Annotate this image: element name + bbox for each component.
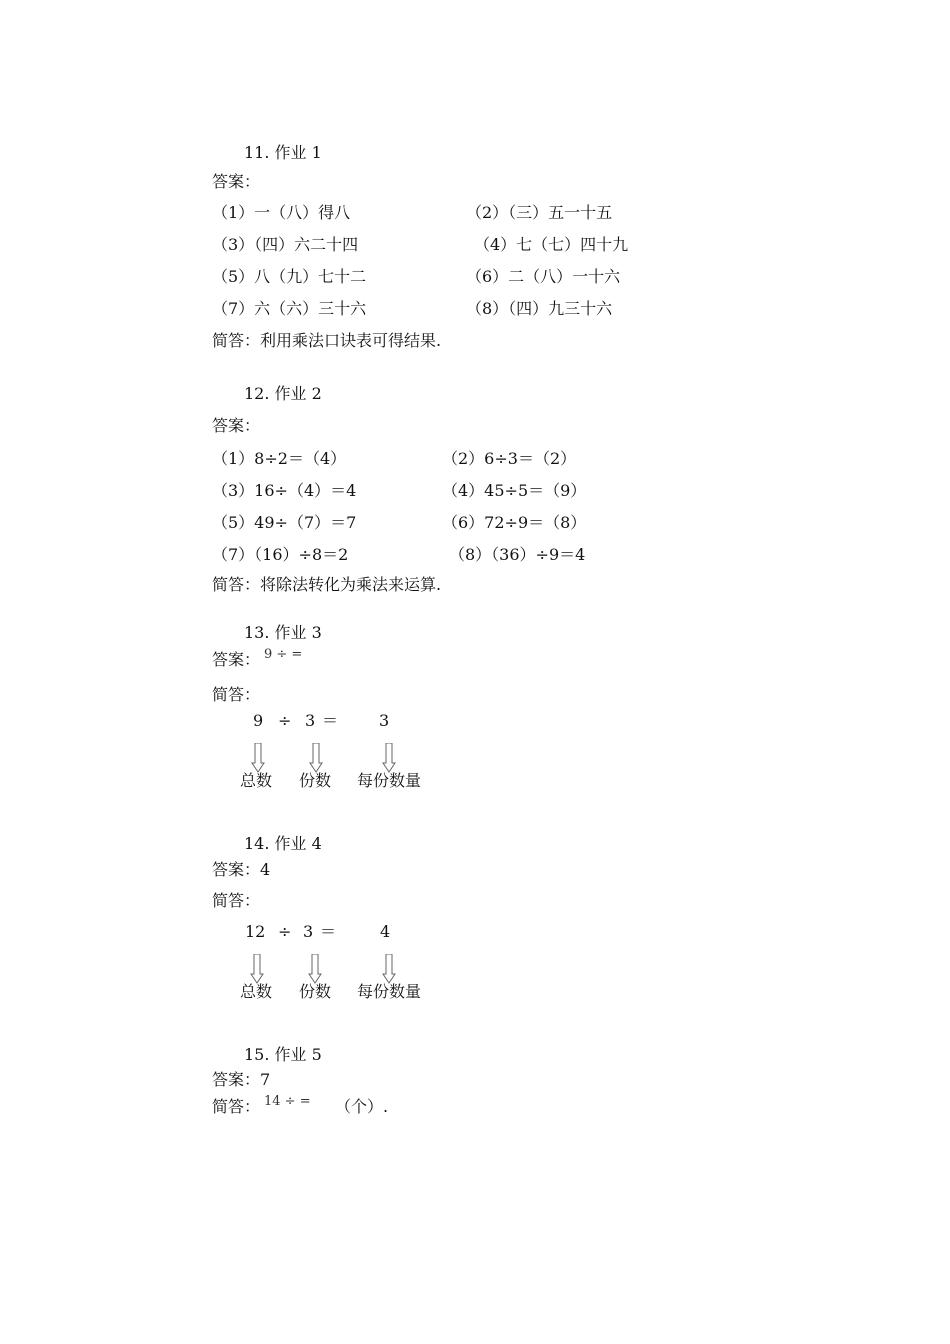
q15-title: 15. 作业 5 (244, 1045, 322, 1064)
q14-eq-quotient: 4 (380, 922, 391, 941)
q14-eq-divide: ÷ (278, 922, 292, 941)
q12-item-4: （4）45÷5＝（9） (442, 481, 587, 500)
down-arrow-icon (250, 954, 264, 984)
q13-eq-dividend: 9 (253, 711, 264, 730)
q12-brief: 简答：将除法转化为乘法来运算. (212, 575, 442, 594)
q11-item-6: （6）二（八）一十六 (466, 267, 621, 286)
q13-eq-quotient: 3 (379, 711, 390, 730)
q15-brief-expr: 14 ÷ = (264, 1094, 311, 1109)
q14-label-parts: 份数 (299, 982, 332, 1001)
q14-label-per-part: 每份数量 (357, 982, 422, 1001)
q14-answer: 答案：4 (212, 860, 271, 879)
q13-answer-expr: 9 ÷ = (264, 647, 303, 662)
q14-brief-label: 简答： (212, 891, 261, 910)
q14-eq-equals: ＝ (320, 922, 337, 941)
q12-item-8: （8）（36）÷9＝4 (449, 545, 586, 564)
q15-brief-unit: （个）. (335, 1097, 389, 1116)
q11-item-5: （5）八（九）七十二 (212, 267, 367, 286)
q11-item-8: （8）（四）九三十六 (466, 299, 613, 318)
down-arrow-icon (308, 954, 322, 984)
down-arrow-icon (251, 743, 265, 773)
q11-item-7: （7）六（六）三十六 (212, 299, 367, 318)
q12-item-5: （5）49÷（7）＝7 (212, 513, 357, 532)
q12-title: 12. 作业 2 (244, 384, 322, 403)
down-arrow-icon (309, 743, 323, 773)
q13-brief-label: 简答： (212, 685, 261, 704)
q12-item-3: （3）16÷（4）＝4 (212, 481, 357, 500)
q13-eq-divide: ÷ (278, 711, 292, 730)
q13-eq-equals: ＝ (322, 711, 339, 730)
q14-title: 14. 作业 4 (244, 834, 322, 853)
q12-item-7: （7）（16）÷8＝2 (212, 545, 349, 564)
q14-eq-dividend: 12 (245, 922, 266, 941)
q11-item-4: （4）七（七）四十九 (474, 235, 629, 254)
q14-label-total: 总数 (240, 982, 273, 1001)
q13-answer-label: 答案： (212, 650, 261, 669)
q15-answer: 答案：7 (212, 1070, 271, 1089)
q11-item-1: （1）一（八）得八 (212, 203, 351, 222)
q14-eq-divisor: 3 (303, 922, 314, 941)
q11-brief: 简答：利用乘法口诀表可得结果. (212, 331, 442, 350)
q11-item-2: （2）（三）五一十五 (466, 203, 613, 222)
q13-label-parts: 份数 (299, 771, 332, 790)
q11-answer-label: 答案： (212, 172, 261, 191)
q11-title: 11. 作业 1 (244, 143, 322, 162)
down-arrow-icon (382, 743, 396, 773)
q12-item-6: （6）72÷9＝（8） (442, 513, 587, 532)
down-arrow-icon (382, 954, 396, 984)
q13-title: 13. 作业 3 (244, 623, 322, 642)
q12-item-1: （1）8÷2＝（4） (212, 449, 347, 468)
q13-label-per-part: 每份数量 (357, 771, 422, 790)
q13-eq-divisor: 3 (305, 711, 316, 730)
q12-item-2: （2）6÷3＝（2） (442, 449, 577, 468)
q13-label-total: 总数 (240, 771, 273, 790)
q12-answer-label: 答案： (212, 416, 261, 435)
q11-item-3: （3）（四）六二十四 (212, 235, 359, 254)
q15-brief-label: 简答： (212, 1097, 261, 1116)
